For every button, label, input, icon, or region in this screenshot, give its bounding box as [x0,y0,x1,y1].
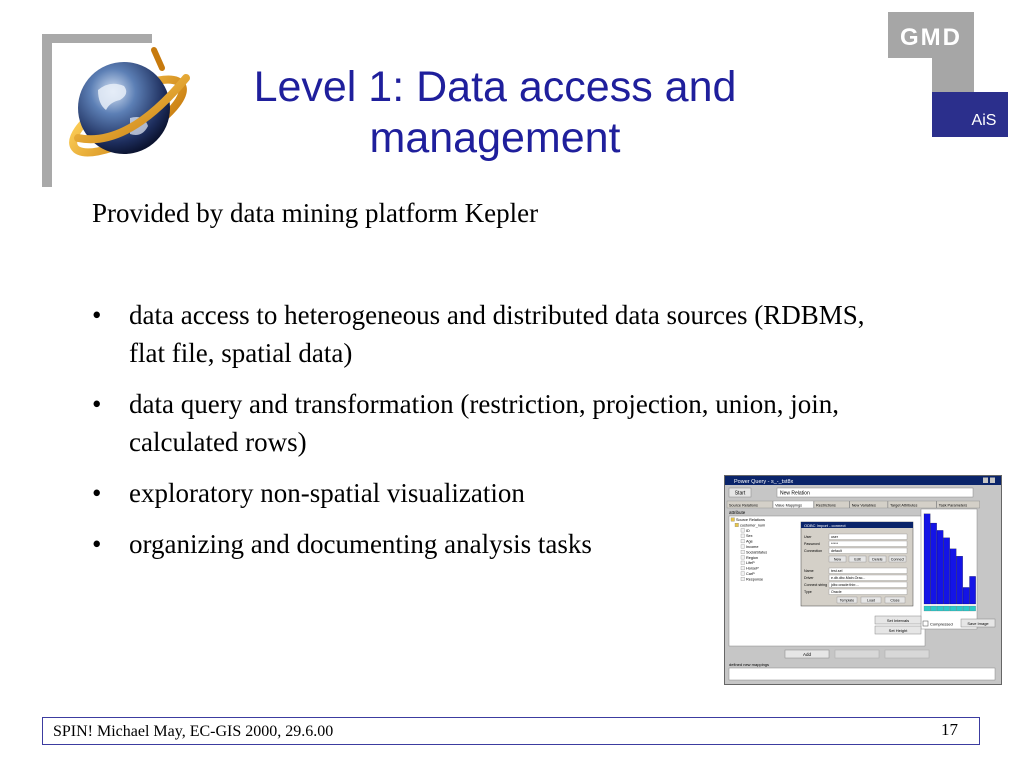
histogram-bar [957,556,963,604]
bullet-item [92,385,892,461]
histogram-interval-box[interactable] [963,606,969,611]
tab-label: New Variables [851,503,876,508]
tree-node-icon [731,518,735,522]
bullet-text: exploratory non-spatial visualization [129,478,525,508]
tree-item-label[interactable]: SocialStatus [746,550,768,555]
dialog-field-label: Password [804,542,820,546]
dialog-field-value: ***** [831,542,838,546]
tree-node-icon [741,561,745,565]
dialog-field-label: Name [804,569,814,573]
footer-text: SPIN! Michael May, EC-GIS 2000, 29.6.00 [53,723,334,740]
histogram-bar [924,514,930,604]
panel-label: attribute [729,510,746,515]
dialog-button-label: Load [867,598,875,603]
histogram-bar [931,523,937,604]
window-title: Power Query - s_-_tst8x [734,479,794,485]
dialog-field-value: test.sel [831,569,843,573]
svg-text:GMD: GMD [900,24,962,51]
maximize-icon[interactable] [983,478,988,484]
tree-item-label[interactable]: ID [746,528,750,533]
histogram-interval-box[interactable] [970,606,976,611]
dialog-field-label: Connection [804,549,823,553]
tree-node-icon [741,572,745,576]
dialog-button-label: Edit [854,557,861,562]
dialog-field-value: default [831,549,842,553]
histogram-bar [950,549,956,604]
dialog-field-label: User [804,535,812,539]
tree-node-icon [735,523,739,527]
tab-label: Target Attributes [890,503,918,508]
tree-node-icon [741,539,745,543]
histogram-interval-box[interactable] [957,606,963,611]
tree-node-icon [741,529,745,533]
bullet-item [92,296,892,372]
disabled-button [835,650,879,658]
histogram-interval-box[interactable] [944,606,950,611]
compressed-checkbox[interactable] [923,621,928,626]
set-intervals-label: Set Intervals [886,618,910,623]
page-number: 17 [941,720,958,739]
mappings-list [729,668,995,680]
tab-label: Value Mappings [775,503,803,508]
tab-label: Restrictions [816,503,836,508]
svg-text:AiS: AiS [971,112,997,129]
bullet-text: organizing and documenting analysis tasks [129,529,592,559]
bullet-text: data access to heterogeneous and distributed data sources (RDBMS, flat file, spatial data) [129,300,865,368]
tree-node-icon [741,534,745,538]
tab-strip [727,501,980,508]
dialog-field-value: jdbc:oracle:thin:... [831,583,860,587]
save-image-label: Save Image [967,621,989,626]
gmd-ais-logo [888,12,1008,137]
footer-bar [42,717,980,745]
dialog-field[interactable] [829,534,907,540]
dialog-field-label: Connect string [804,583,828,587]
dialog-field-value: e.db.dbc.Main.Orac... [831,576,866,580]
kepler-screenshot [724,475,1002,685]
tree-item-label[interactable]: CarP [746,572,755,576]
tree-item-label[interactable]: Sex [746,534,753,539]
relation-field-value: New Relation [780,490,810,497]
tab-label: Task Parameters [938,503,968,508]
tree-node-icon [741,545,745,549]
tree-node-icon [741,577,745,581]
dialog-field-label: Driver [804,576,814,580]
disabled-button [885,650,929,658]
dialog-button-label: Close [890,598,900,603]
kepler-screenshot-drawing [725,476,1001,684]
dialog-field-value: Oracle [831,590,842,594]
histogram-bar [944,538,950,604]
set-height-label: Set Height [888,628,908,633]
histogram-interval-box[interactable] [931,606,937,611]
tree-node-icon [741,550,745,554]
histogram-interval-box[interactable] [950,606,956,611]
bullet-dot: • [92,300,102,330]
dialog-field[interactable] [829,541,907,547]
histogram-interval-box[interactable] [924,606,930,611]
dialog-button-label: Delete [872,557,883,562]
tree-item-label[interactable]: Response [746,577,764,582]
start-button-label: Start [734,490,746,497]
compressed-label: Compressed [930,621,953,627]
globe-icon [58,38,198,178]
bullet-dot: • [92,529,102,559]
bullet-dot: • [92,478,102,508]
slide-subtitle: Provided by data mining platform Kepler [92,198,539,228]
bottom-label: defined new mappings [729,662,770,667]
close-icon[interactable] [990,478,995,484]
tree-item-label[interactable]: customer_num [740,523,766,528]
bullet-text: data query and transformation (restriction, projection, union, join, calculated rows) [129,389,840,457]
tab-label: Source Relations [729,503,758,508]
tree-item-label[interactable]: Source Relations [736,518,765,522]
odbc-dialog-title: ODBC Import - connect [804,523,846,528]
histogram-bar [937,530,943,604]
tree-item-label[interactable]: HorseP [746,566,759,571]
dialog-field-label: Type [804,590,812,594]
histogram-bar [963,587,969,604]
tree-node-icon [741,556,745,560]
dialog-button-label: Template [839,598,855,603]
tree-item-label[interactable]: Income [746,545,759,549]
tree-item-label[interactable]: Age [746,539,753,544]
frame-bracket-vertical [42,34,52,187]
add-button-label: Add [802,652,812,657]
slide-title: Level 1: Data access and management [253,63,737,162]
tree-item-label[interactable]: Region [746,555,759,560]
dialog-button-label: Connect [890,557,905,562]
dialog-field-value: user [831,535,838,539]
bullet-dot: • [92,389,102,419]
tree-node-icon [741,566,745,570]
histogram-interval-box[interactable] [937,606,943,611]
tree-item-label[interactable]: LifeP [746,561,755,566]
dialog-button-label: New [833,557,842,562]
histogram-bar [970,576,976,604]
